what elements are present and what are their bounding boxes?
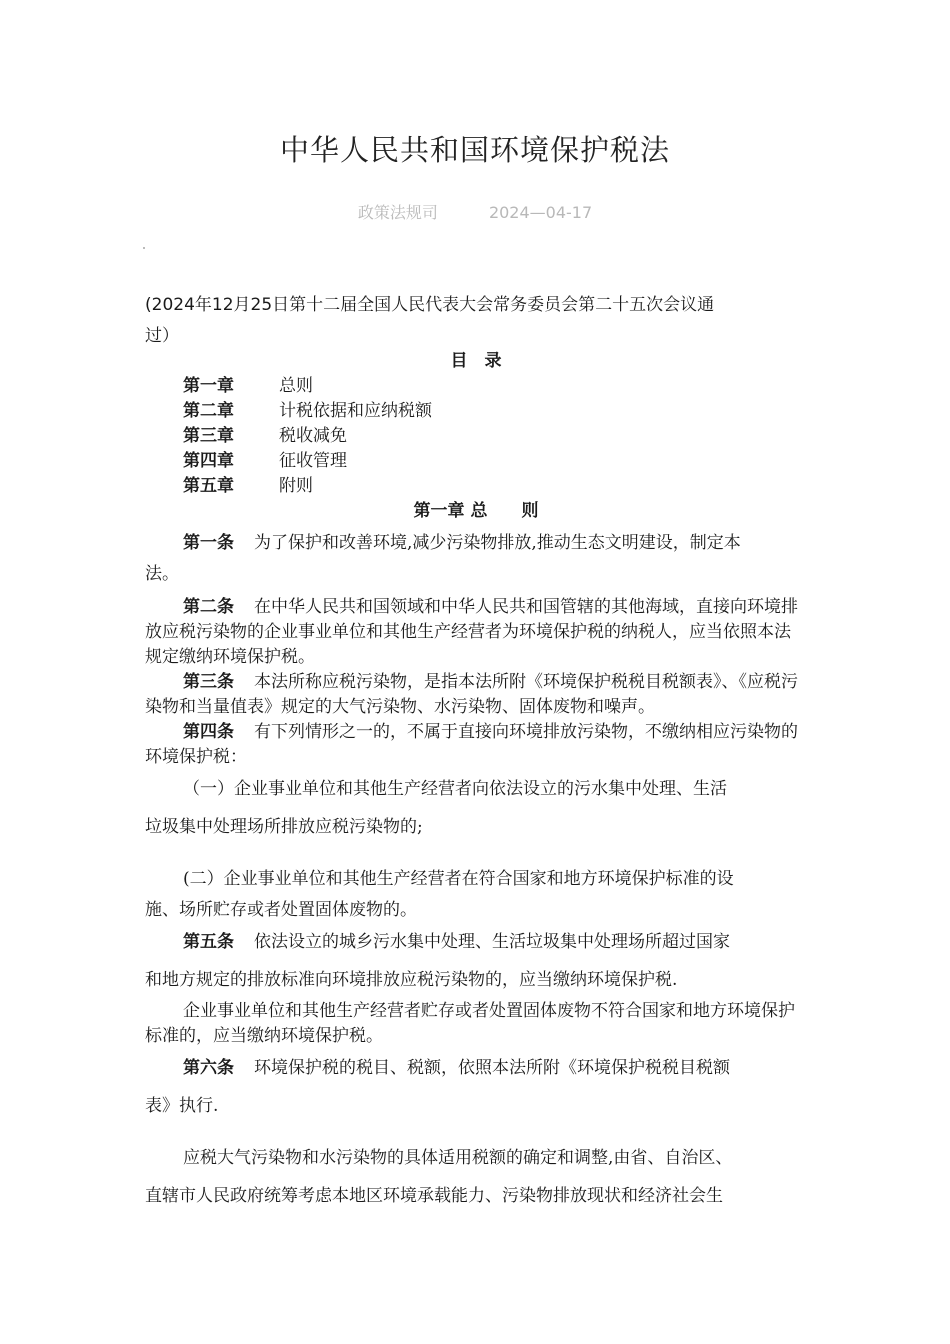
toc-chapter: 第一章 xyxy=(183,376,234,396)
article-text: 依法设立的城乡污水集中处理、生活垃圾集中处理场所超过国家 xyxy=(254,932,730,952)
article-label: 第五条 xyxy=(183,932,234,952)
article-4 xyxy=(145,720,807,770)
document-body xyxy=(145,286,807,1215)
article-4-item-1a: （一）企业事业单位和其他生产经营者向依法设立的污水集中处理、生活 xyxy=(183,779,727,799)
article-2 xyxy=(145,595,807,670)
article-text: 有下列情形之一的，不属于直接向环境排放污染物，不缴纳相应污染物的环境保护税： xyxy=(145,722,798,767)
separator-dot xyxy=(143,247,145,249)
preamble-line-2: 过） xyxy=(145,326,179,346)
toc-chapter: 第五章 xyxy=(183,476,234,496)
article-6 xyxy=(145,1049,807,1087)
preamble-line-1: (2024年12月25日第十二届全国人民代表大会常务委员会第二十五次会议通 xyxy=(145,295,715,315)
article-4-item-2a: (二）企业事业单位和其他生产经营者在符合国家和地方环境保护标准的设 xyxy=(183,869,734,889)
article-label: 第一条 xyxy=(183,533,234,553)
article-text: 环境保护税的税目、税额，依照本法所附《环境保护税税目税额 xyxy=(254,1058,730,1078)
toc-item xyxy=(145,374,807,399)
toc-chapter: 第四章 xyxy=(183,451,234,471)
toc-item xyxy=(145,399,807,424)
toc-item xyxy=(145,449,807,474)
article-text: 为了保护和改善环境,减少污染物排放,推动生态文明建设，制定本 xyxy=(254,533,741,553)
toc-item xyxy=(145,474,807,499)
article-label: 第四条 xyxy=(183,722,234,742)
document-title: 中华人民共和国环境保护税法 xyxy=(279,133,670,167)
article-6-para-2a: 应税大气污染物和水污染物的具体适用税额的确定和调整,由省、自治区、 xyxy=(183,1148,733,1168)
toc-chapter: 第三章 xyxy=(183,426,234,446)
toc-title: 附则 xyxy=(279,476,313,496)
article-4-item-1b: 垃圾集中处理场所排放应税污染物的; xyxy=(145,817,423,837)
article-6-para-2b: 直辖市人民政府统筹考虑本地区环境承载能力、污染物排放现状和经济社会生 xyxy=(145,1186,723,1206)
article-text: 在中华人民共和国领域和中华人民共和国管辖的其他海域，直接向环境排放应税污染物的企业事业单位和其他生产经营者为环境保护税的纳税人，应当依照本法规定缴纳环境保护税。 xyxy=(145,597,798,667)
article-6-cont: 表》执行. xyxy=(145,1096,219,1116)
document-meta xyxy=(0,200,950,223)
article-label: 第三条 xyxy=(183,672,234,692)
document-source: 政策法规司 xyxy=(357,203,438,222)
toc-title: 计税依据和应纳税额 xyxy=(279,401,432,421)
article-5-para-2: 企业事业单位和其他生产经营者贮存或者处置固体废物不符合国家和地方环境保护标准的，应当缴纳环境保护税。 xyxy=(145,1001,795,1046)
toc-heading: 目 录 xyxy=(450,351,502,371)
document-date: 2024—04-17 xyxy=(488,203,593,222)
toc-item xyxy=(145,424,807,449)
article-4-item-2b: 施、场所贮存或者处置固体废物的。 xyxy=(145,900,417,920)
article-1 xyxy=(145,524,807,562)
article-text: 本法所称应税污染物，是指本法所附《环境保护税税目税额表》、《应税污染物和当量值表》规定的大气污染物、水污染物、固体废物和噪声。 xyxy=(145,672,798,717)
toc-title: 税收减免 xyxy=(279,426,347,446)
article-5 xyxy=(145,923,807,961)
article-3 xyxy=(145,670,807,720)
toc-title: 总则 xyxy=(279,376,313,396)
toc-chapter: 第二章 xyxy=(183,401,234,421)
article-5-cont: 和地方规定的排放标准向环境排放应税污染物的，应当缴纳环境保护税. xyxy=(145,970,678,990)
toc-title: 征收管理 xyxy=(279,451,347,471)
article-label: 第六条 xyxy=(183,1058,234,1078)
article-label: 第二条 xyxy=(183,597,234,617)
chapter-heading: 第一章 总 则 xyxy=(413,501,539,521)
article-1-cont: 法。 xyxy=(145,564,179,584)
